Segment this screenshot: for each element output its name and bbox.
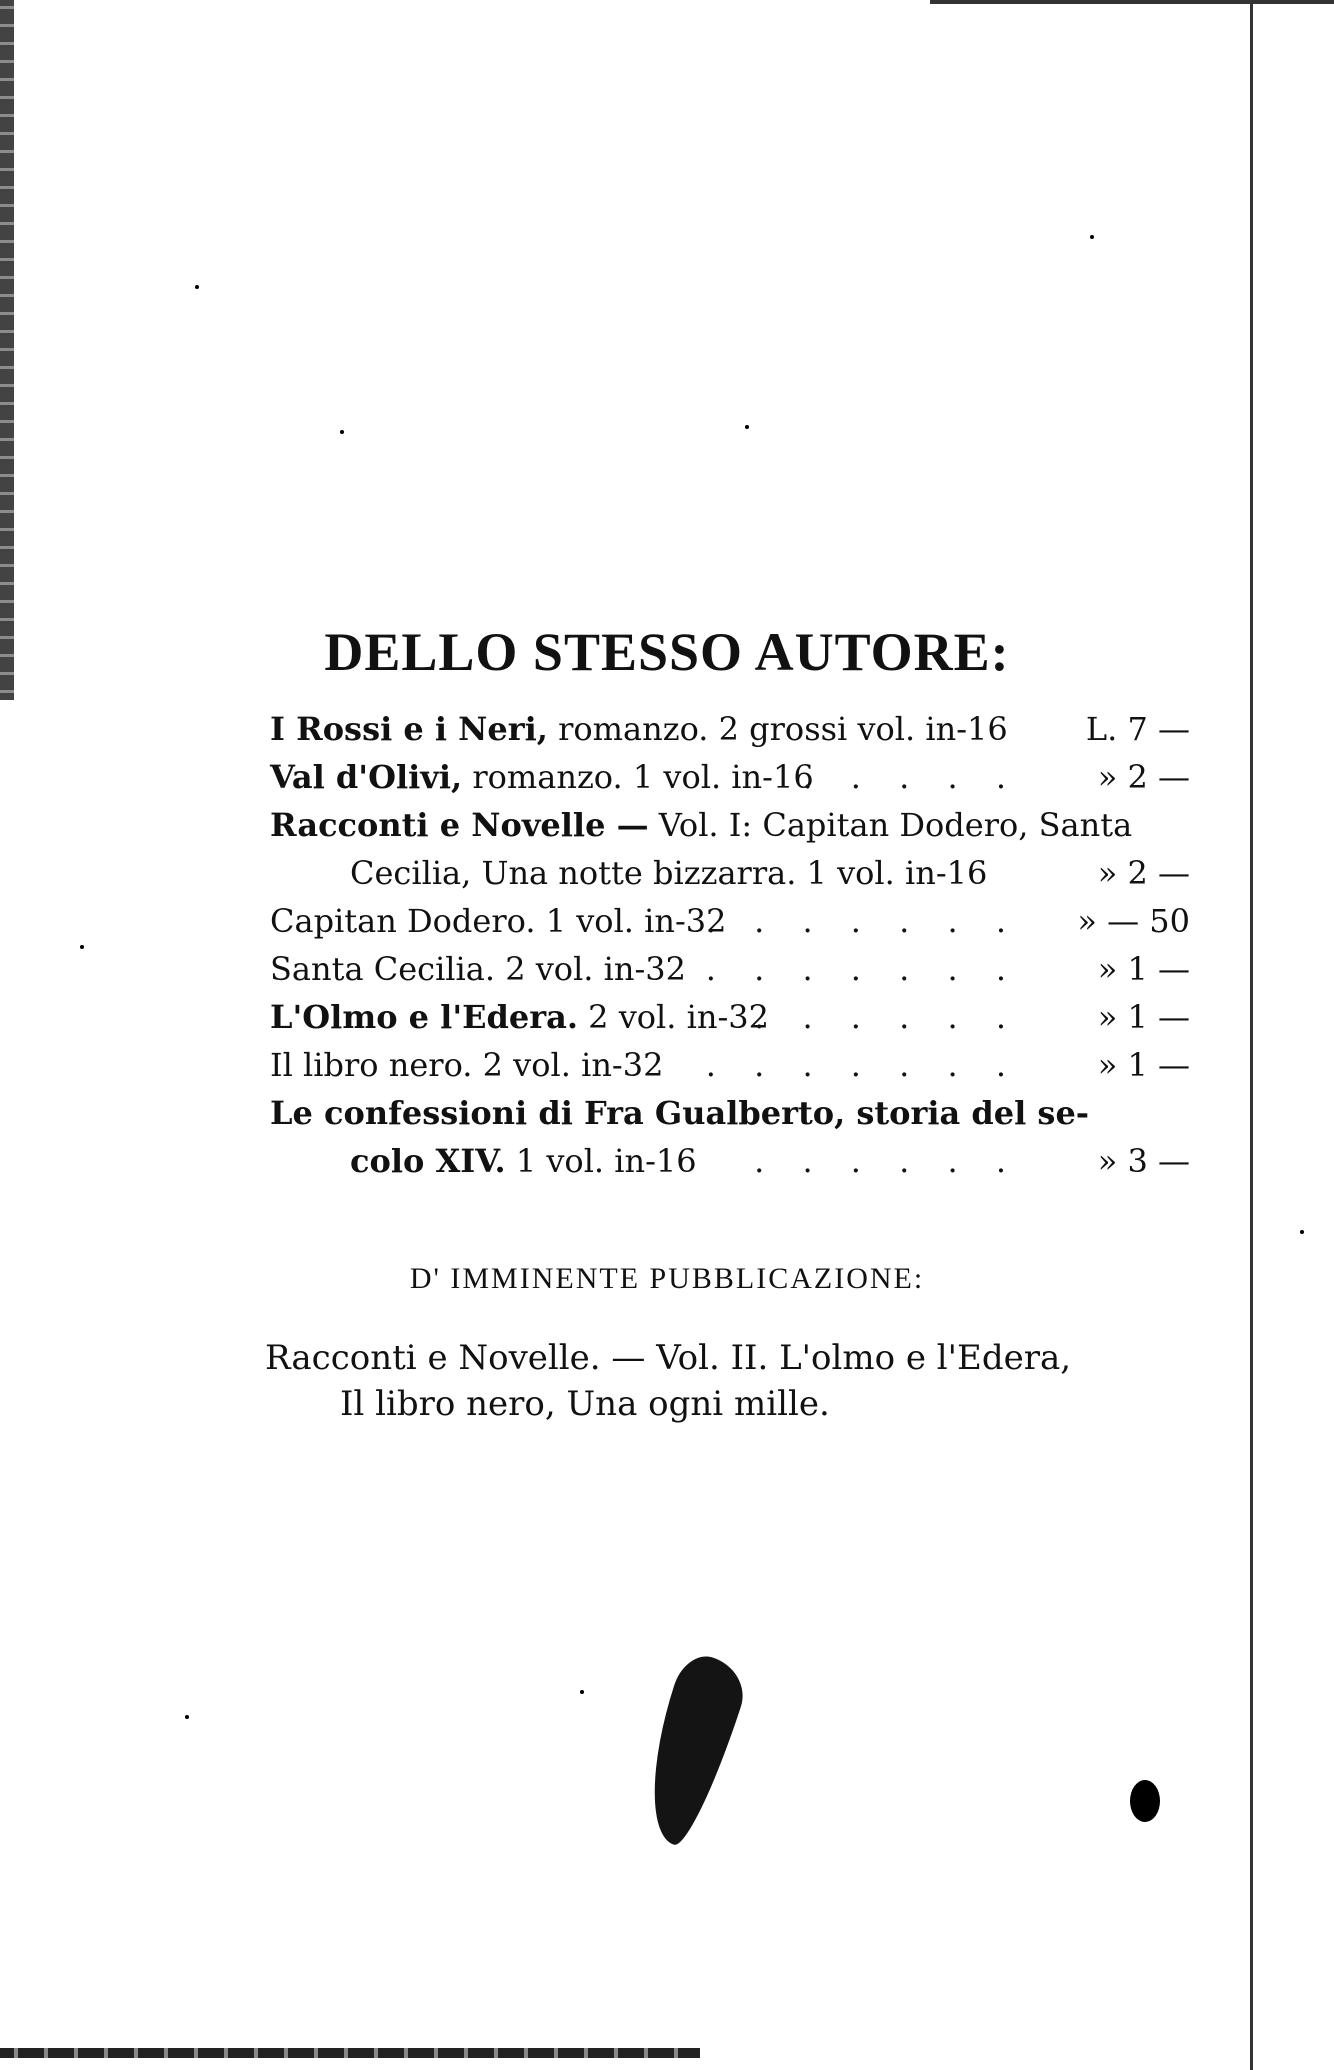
speck — [195, 285, 199, 289]
entry-description: Santa Cecilia. 2 vol. in-32 — [270, 950, 687, 988]
entry-price: » 3 — — [1097, 1142, 1190, 1180]
entry-description: romanzo. 1 vol. in-16 — [462, 758, 814, 796]
entry-text — [270, 705, 1008, 753]
entry-text — [270, 801, 1132, 849]
entry-description: Cecilia, Una notte bizzarra. 1 vol. in-16 — [350, 854, 988, 892]
entry-leader-dots: . . . . . — [802, 758, 1020, 796]
entry-price: » 1 — — [1097, 950, 1190, 988]
entry-bold-title: I Rossi e i Neri, — [270, 710, 548, 748]
entry-text — [270, 1089, 1089, 1137]
catalog-entry — [270, 993, 1190, 1041]
catalog-entry — [270, 1137, 1190, 1185]
speck — [745, 425, 749, 429]
catalog-entry — [270, 1041, 1190, 1089]
entry-price: » — 50 — [1077, 902, 1190, 940]
entry-price: » 1 — — [1097, 1046, 1190, 1084]
catalog-entry — [270, 801, 1190, 849]
speck — [80, 945, 84, 949]
catalog-list — [270, 705, 1190, 1185]
entry-text — [270, 753, 814, 801]
entry-bold-title: L'Olmo e l'Edera. — [270, 998, 578, 1036]
speck — [1090, 235, 1094, 239]
scan-edge-bottom — [0, 2048, 700, 2058]
entry-price: » 2 — — [1097, 854, 1190, 892]
entry-text — [270, 897, 727, 945]
entry-text — [270, 1041, 663, 1089]
entry-text — [270, 849, 987, 897]
entry-description: Capitan Dodero. 1 vol. in-32 — [270, 902, 727, 940]
speck — [1300, 1230, 1304, 1234]
entry-bold-title: Val d'Olivi, — [270, 758, 463, 796]
entry-text — [270, 945, 686, 993]
scan-edge-left — [0, 0, 14, 700]
entry-leader-dots: . . . . . . . — [705, 1046, 1020, 1084]
speck — [580, 1690, 584, 1694]
catalog-entry — [270, 897, 1190, 945]
catalog-entry — [270, 945, 1190, 993]
catalog-entry — [270, 849, 1190, 897]
entry-description: romanzo. 2 grossi vol. in-16 — [547, 710, 1008, 748]
ink-blot-small — [1130, 1780, 1160, 1822]
catalog-entry — [270, 1089, 1190, 1137]
entry-bold-title: Racconti e Novelle — — [270, 806, 649, 844]
ink-blot — [627, 1649, 752, 1851]
entry-description: Vol. I: Capitan Dodero, Santa — [648, 806, 1133, 844]
entry-leader-dots: . . . . . . . — [705, 902, 1020, 940]
entry-price: » 2 — — [1097, 758, 1190, 796]
entry-leader-dots: . . . . . . — [754, 998, 1020, 1036]
entry-leader-dots: . . . . . . — [754, 1142, 1020, 1180]
entry-description: 2 vol. in-32 — [577, 998, 769, 1036]
forthcoming-line-1: Racconti e Novelle. — Vol. II. L'olmo e l'Edera, — [265, 1338, 1072, 1378]
entry-bold-title: colo XIV. — [350, 1142, 506, 1180]
entry-text — [270, 1137, 697, 1185]
entry-leader-dots: . . . . . . . — [705, 950, 1020, 988]
entry-price: » 1 — — [1097, 998, 1190, 1036]
entry-price: L. 7 — — [1085, 710, 1190, 748]
scan-edge-top — [930, 0, 1334, 4]
speck — [340, 430, 344, 434]
section-title: D' IMMINENTE PUBBLICAZIONE: — [409, 1262, 925, 1295]
scan-edge-right — [1250, 0, 1253, 2070]
catalog-entry — [270, 705, 1190, 753]
forthcoming-line-2: Il libro nero, Una ogni mille. — [340, 1384, 830, 1424]
entry-description: 1 vol. in-16 — [505, 1142, 697, 1180]
entry-description: Il libro nero. 2 vol. in-32 — [270, 1046, 664, 1084]
page-title: DELLO STESSO AUTORE: — [324, 622, 1010, 683]
catalog-entry — [270, 753, 1190, 801]
entry-bold-title: Le confessioni di Fra Gualberto, storia del se- — [270, 1094, 1090, 1132]
forthcoming-entry — [265, 1335, 1195, 1427]
entry-text — [270, 993, 769, 1041]
speck — [185, 1715, 189, 1719]
